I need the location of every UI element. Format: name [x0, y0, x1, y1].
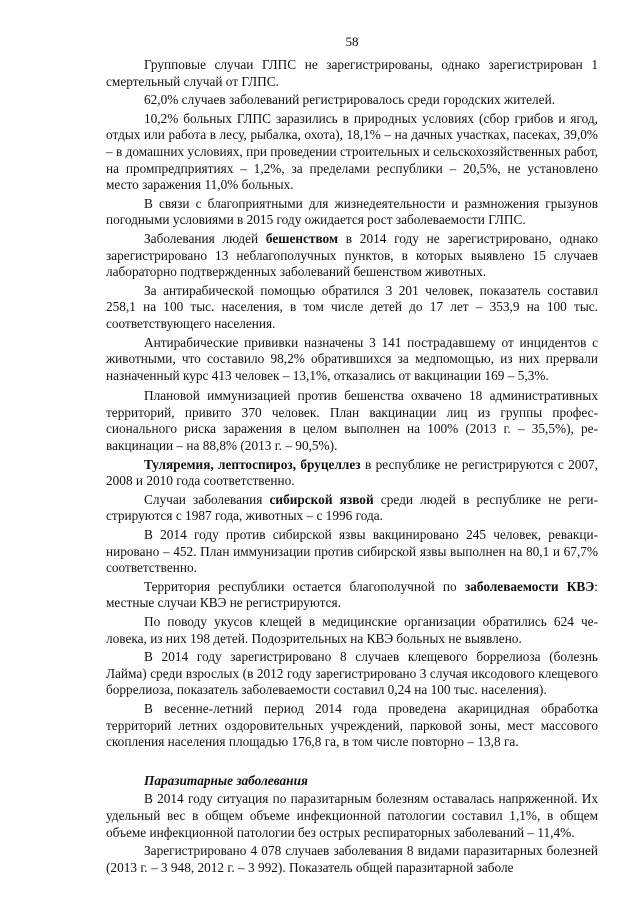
text-run: Случаи заболевания [144, 491, 270, 507]
text-run: Заболевания людей [144, 230, 266, 246]
paragraph [106, 579, 598, 612]
text-run: 10,2% больных ГЛПС заразились в природных условиях (сбор грибов и ягод, отдых или работа в лесу, рыбалка, охота), 18,1% – на дачных участках, пасеках, 39,0% – в домашних условиях, при проведении строительных и сельскохозяйственных работ, на промпредприятиях – 1,2%, за пределами республики – 20,5%, не установлено место заражения 11,0% больных. [106, 110, 598, 193]
section-text [106, 791, 598, 876]
text-run: Зарегистрировано 4 078 случаев заболевания 8 видами паразитарных болезней (2013 г. – 3 948, 2012 г. – 3 992). Показатель общей паразитарной заболе [106, 843, 598, 875]
paragraph [106, 111, 598, 194]
paragraph [106, 457, 598, 490]
text-run: В 2014 году против сибирской язвы вакцинировано 245 человек, ревакцинировано – 452. План иммунизации против сибирской язвы выполнен на 80,1 и 67,7% соответственно. [106, 527, 598, 576]
paragraph [106, 527, 598, 577]
paragraph [106, 649, 598, 699]
bold-term: заболеваемости КВЭ [464, 578, 595, 594]
paragraph [106, 701, 598, 751]
paragraph [106, 231, 598, 281]
page-number: 58 [345, 34, 359, 49]
paragraph [106, 614, 598, 647]
paragraph [106, 791, 598, 841]
paragraph [106, 335, 598, 385]
text-run: Плановой иммунизацией против бешенства охвачено 18 административных территорий, привито 370 человек. План вакцинации лиц из группы профессионального риска заражения в целом выполнен на 100% (2013 г. – 35,5%), ревакцинации – на 88,8% (2013 г. – 90,5%). [106, 388, 598, 454]
text-run: : местные случаи КВЭ не регистрируются. [106, 578, 598, 611]
text-run: среди людей в республике не регистрируются с 1987 года, животных – с 1996 года. [106, 491, 598, 524]
text-run: За антирабической помощью обратился 3 201 человек, показатель составил 258,1 на 100 тыс. населения, в том числе детей до 17 лет – 353,9 на 100 тыс. соответствующего населения. [106, 282, 598, 331]
bold-term: бешенством [265, 230, 339, 246]
text-run: В 2014 году ситуация по паразитарным болезням оставалась напряженной. Их удельный вес в общем объеме инфекционной патологии составил 1,1%, в общем объеме инфекционной патологии без острых респираторных заболеваний – 11,4%. [106, 791, 598, 840]
paragraph [106, 388, 598, 454]
paragraph [106, 92, 598, 109]
text-run: в 2014 году не зарегистрировано, однако зарегистрировано 13 неблагополучных пунктов, в которых выявлено 15 случаев лабораторно подтвержденных заболеваний бешенством животных. [106, 230, 598, 280]
bold-term: Туляремия, лептоспироз, бруцеллез [144, 456, 361, 472]
paragraph [106, 196, 598, 229]
text-run: В 2014 году зарегистрировано 8 случаев клещевого боррелиоза (болезнь Лайма) среди взрослых (в 2012 году зарегистрировано 3 случая иксодового клещевого боррелиоза, показатель заболеваемости составил 0,24 на 100 тыс. населения). [106, 649, 598, 698]
text-run: Территория республики остается благополучной по [144, 578, 465, 594]
document-page [106, 34, 598, 878]
paragraph [106, 492, 598, 525]
bold-term: сибирской язвой [269, 491, 374, 507]
text-run: В весенне-летний период 2014 года проведена акарицидная обработка территорий летних оздоровительных учреждений, парковой зоны, мест массового скопления населения площадью 176,8 га, в том числе повторно – 13,8 га. [106, 700, 598, 750]
text-run: Антирабические прививки назначены 3 141 пострадавшему от инцидентов с животными, что составило 98,2% обратившихся за медпомощью, из них прервали назначенный курс 413 человек – 13,1%, отказались от вакцинации 169 – 5,3%. [106, 334, 598, 383]
text-run: Групповые случаи ГЛПС не зарегистрированы, однако зарегистрирован 1 смертельный случай от ГЛПС. [106, 57, 598, 89]
paragraph [106, 57, 598, 90]
text-run: в республике не регистрируются с 2007, 2008 и 2010 года соответственно. [106, 456, 598, 489]
text-run: 62,0% случаев заболеваний регистрировалось среди городских жителей. [144, 92, 556, 108]
text-run: В связи с благоприятными для жизнедеятельности и размножения грызунов погодными условиями в 2015 году ожидается рост заболеваемости ГЛПС. [106, 195, 598, 228]
text-run: По поводу укусов клещей в медицинские организации обратились 624 человека, из них 198 детей. Подозрительных на КВЭ больных не выявлено. [106, 614, 598, 646]
body-text [106, 57, 598, 751]
section-heading: Паразитарные заболевания [144, 772, 308, 788]
paragraph [106, 843, 598, 876]
paragraph [106, 283, 598, 333]
